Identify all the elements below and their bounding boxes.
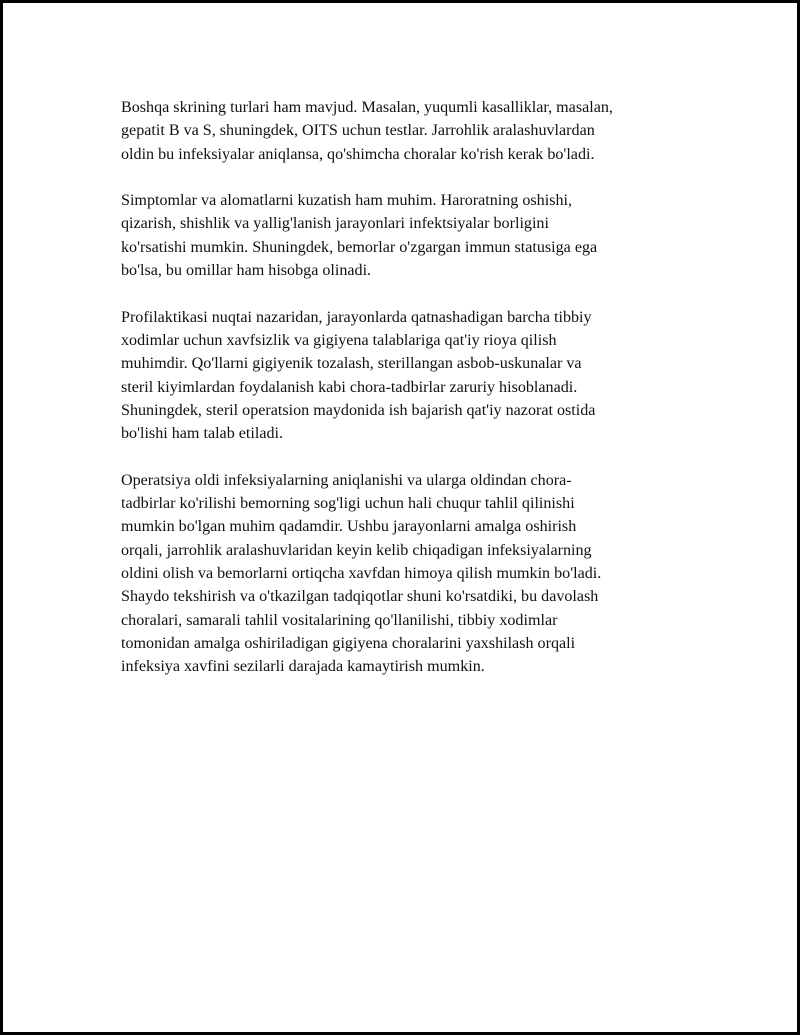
text-line: gepatit B va S, shuningdek, OITS uchun testlar. Jarrohlik aralashuvlardan bbox=[121, 122, 595, 140]
text-line: Simptomlar va alomatlarni kuzatish ham muhim. Haroratning oshishi, bbox=[121, 192, 572, 210]
text-line: Shaydo tekshirish va o'tkazilgan tadqiqotlar shuni ko'rsatdiki, bu davolash bbox=[121, 588, 599, 606]
text-line: bo'lsa, bu omillar ham hisobga olinadi. bbox=[121, 262, 372, 280]
text-line: bo'lishi ham talab etiladi. bbox=[121, 425, 284, 443]
paragraph-preoperative bbox=[121, 469, 721, 679]
text-line: xodimlar uchun xavfsizlik va gigiyena talablariga qat'iy rioya qilish bbox=[121, 331, 557, 349]
text-line: oldini olish va bemorlarni ortiqcha xavfdan himoya qilish mumkin bo'ladi. bbox=[121, 564, 602, 582]
text-line: Operatsiya oldi infeksiyalarning aniqlanishi va ularga oldindan chora- bbox=[121, 471, 572, 489]
text-line: muhimdir. Qo'llarni gigiyenik tozalash, sterillangan asbob-uskunalar va bbox=[121, 355, 582, 373]
text-line: steril kiyimlardan foydalanish kabi chora-tadbirlar zaruriy hisoblanadi. bbox=[121, 378, 578, 396]
paragraph-prophylaxis bbox=[121, 306, 721, 446]
document-body bbox=[121, 96, 721, 702]
text-line: infeksiya xavfini sezilarli darajada kamaytirish mumkin. bbox=[121, 658, 485, 676]
paragraph-screening-types bbox=[121, 96, 721, 166]
text-line: choralari, samarali tahlil vositalarining qo'llanilishi, tibbiy xodimlar bbox=[121, 611, 558, 629]
text-line: ko'rsatishi mumkin. Shuningdek, bemorlar o'zgargan immun statusiga ega bbox=[121, 238, 598, 256]
text-line: qizarish, shishlik va yallig'lanish jarayonlari infektsiyalar borligini bbox=[121, 215, 549, 233]
text-line: Profilaktikasi nuqtai nazaridan, jarayonlarda qatnashadigan barcha tibbiy bbox=[121, 308, 592, 326]
text-line: tomonidan amalga oshiriladigan gigiyena choralarini yaxshilash orqali bbox=[121, 634, 576, 652]
text-line: Boshqa skrining turlari ham mavjud. Masalan, yuqumli kasalliklar, masalan, bbox=[121, 99, 613, 116]
text-line: tadbirlar ko'rilishi bemorning sog'ligi uchun hali chuqur tahlil qilinishi bbox=[121, 495, 575, 513]
text-line: Shuningdek, steril operatsion maydonida ish bajarish qat'iy nazorat ostida bbox=[121, 401, 596, 419]
text-line: oldin bu infeksiyalar aniqlansa, qo'shimcha choralar ko'rish kerak bo'ladi. bbox=[121, 145, 595, 163]
paragraph-symptoms bbox=[121, 189, 721, 282]
text-line: orqali, jarrohlik aralashuvlaridan keyin kelib chiqadigan infeksiyalarning bbox=[121, 541, 592, 559]
text-line: mumkin bo'lgan muhim qadamdir. Ushbu jarayonlarni amalga oshirish bbox=[121, 518, 577, 536]
